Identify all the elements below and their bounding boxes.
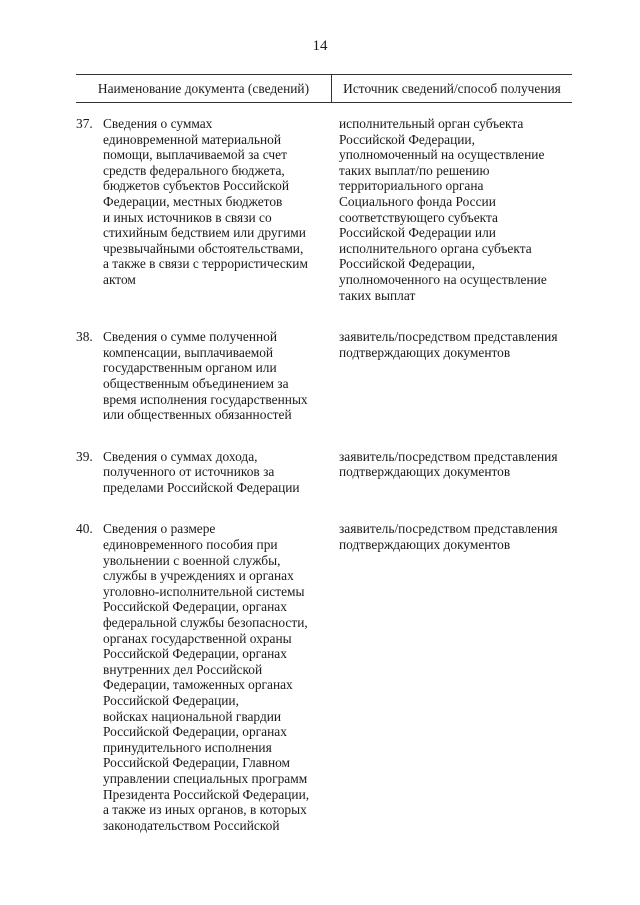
- source-line: Российской Федерации или: [339, 225, 496, 241]
- source-line: заявитель/посредством представления: [339, 521, 558, 537]
- row-number: 38.: [76, 329, 93, 345]
- document-name-line: Российской Федерации,: [103, 693, 239, 708]
- document-name-line: единовременного пособия при: [103, 537, 278, 553]
- document-name-line: федеральной службы безопасности,: [103, 615, 308, 631]
- document-name-line: полученного от источников за: [103, 464, 275, 480]
- document-table: [76, 74, 572, 833]
- row-document-name: [103, 521, 335, 833]
- document-name-line: Сведения о суммах дохода,: [103, 448, 258, 464]
- document-name-line: государственным органом или: [103, 360, 277, 376]
- source-line: заявитель/посредством представления: [339, 329, 558, 345]
- source-line: подтверждающих документов: [339, 344, 511, 360]
- table-header: [76, 74, 572, 103]
- document-name-line: единовременной материальной: [103, 131, 282, 147]
- document-name-line: или общественных обязанностей: [103, 407, 292, 423]
- document-name-line: управлении специальных программ: [103, 770, 308, 786]
- document-name-line: органах государственной охраны: [103, 630, 292, 646]
- header-document-name: Наименование документа (сведений): [76, 75, 332, 102]
- document-name-line: уголовно-исполнительной системы: [103, 583, 305, 599]
- document-name-line: Российской Федерации, органах: [103, 646, 287, 662]
- source-line: таких выплат/по решению: [339, 162, 490, 178]
- page-number: 14: [312, 38, 328, 54]
- source-line: таких выплат: [339, 287, 416, 303]
- table-body: [76, 103, 572, 833]
- row-document-name: [103, 329, 335, 423]
- document-name-line: войсках национальной гвардии: [103, 708, 282, 724]
- document-name-line: помощи, выплачиваемой за счет: [103, 147, 287, 163]
- document-name-line: Российской Федерации, органах: [103, 599, 287, 615]
- document-name-line: бюджетов субъектов Российской: [103, 178, 290, 194]
- row-source: [339, 329, 572, 423]
- row-number: 39.: [76, 448, 93, 464]
- document-name-line: время исполнения государственных: [103, 391, 308, 407]
- document-name-line: общественным объединением за: [103, 375, 289, 391]
- source-line: исполнительного органа субъекта: [339, 240, 532, 256]
- row-source: [339, 116, 572, 303]
- document-name-line: законодательством Российской: [103, 817, 280, 833]
- source-line: исполнительный орган субъекта: [339, 116, 524, 131]
- table-row: [76, 116, 572, 303]
- source-line: уполномоченный на осуществление: [339, 147, 545, 163]
- document-name-line: Сведения о размере: [103, 521, 216, 537]
- source-line: подтверждающих документов: [339, 464, 511, 480]
- document-name-line: службы в учреждениях и органах: [103, 568, 294, 584]
- document-name-line: Президента Российской Федерации,: [103, 786, 310, 802]
- document-name-line: компенсации, выплачиваемой: [103, 344, 274, 360]
- source-line: Социального фонда России: [339, 193, 496, 209]
- source-line: заявитель/посредством представления: [339, 448, 558, 464]
- table-row: [76, 521, 572, 833]
- source-line: подтверждающих документов: [339, 537, 511, 553]
- document-name-line: Российской Федерации, Главном: [103, 755, 291, 771]
- source-line: территориального органа: [339, 178, 484, 194]
- document-name-line: а также в связи с террористическим: [103, 256, 308, 272]
- document-name-line: пределами Российской Федерации: [103, 479, 300, 495]
- document-name-line: актом: [103, 271, 136, 287]
- document-name-line: чрезвычайными обстоятельствами,: [103, 240, 304, 256]
- document-name-line: Российской Федерации, органах: [103, 724, 287, 740]
- document-name-line: а также из иных органов, в которых: [103, 802, 307, 818]
- header-source: Источник сведений/способ получения: [343, 80, 561, 96]
- row-number: 40.: [76, 521, 93, 537]
- source-line: Российской Федерации,: [339, 256, 475, 272]
- document-name-line: стихийным бедствием или другими: [103, 225, 306, 241]
- source-line: Российской Федерации,: [339, 131, 475, 147]
- row-document-name: [103, 116, 335, 303]
- document-name-line: Сведения о сумме полученной: [103, 329, 278, 345]
- document-name-line: средств федерального бюджета,: [103, 162, 285, 178]
- source-line: соответствующего субъекта: [339, 209, 498, 225]
- row-number: 37.: [76, 116, 93, 131]
- row-source: [339, 521, 572, 833]
- source-line: уполномоченного на осуществление: [339, 271, 547, 287]
- table-row: [76, 449, 572, 496]
- document-name-line: и иных источников в связи со: [103, 209, 272, 225]
- document-name-line: Сведения о суммах: [103, 116, 213, 131]
- document-name-line: увольнении с военной службы,: [103, 552, 281, 568]
- row-document-name: [103, 449, 335, 496]
- document-name-line: принудительного исполнения: [103, 739, 272, 755]
- row-source: [339, 449, 572, 496]
- table-row: [76, 329, 572, 423]
- document-name-line: Федерации, таможенных органах: [103, 677, 293, 693]
- document-name-line: внутренних дел Российской: [103, 661, 263, 677]
- document-name-line: Федерации, местных бюджетов: [103, 193, 283, 209]
